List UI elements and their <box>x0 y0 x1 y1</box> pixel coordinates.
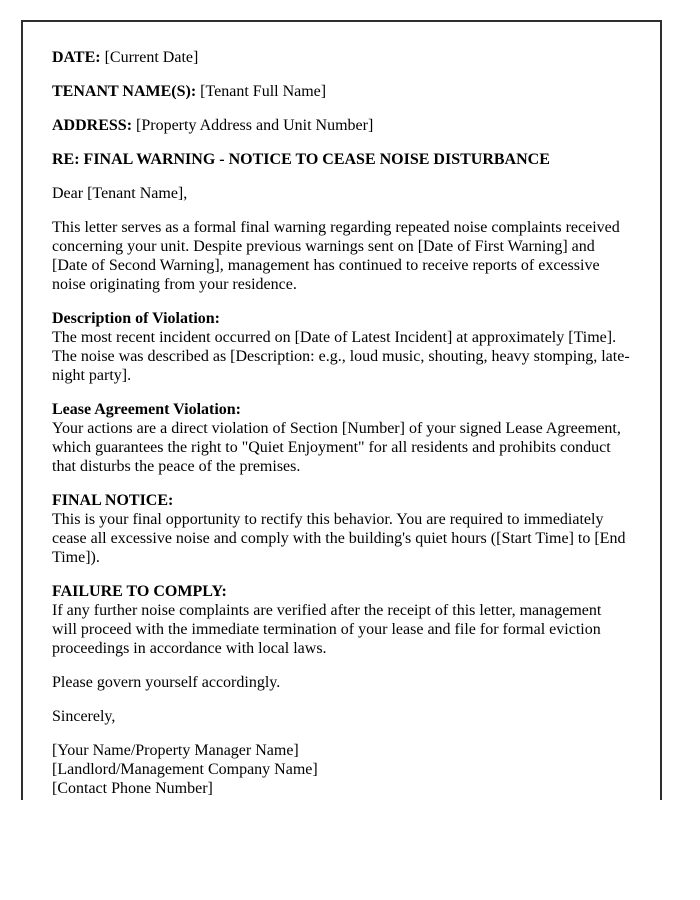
section-heading: FINAL NOTICE: <box>52 492 174 509</box>
date-value: [Current Date] <box>104 49 199 66</box>
section-body: The most recent incident occurred on [Date of Latest Incident] at approximately [Time]. The noise was described as [Description: e.g., loud music, shouting, heavy stomping, late-night party]. <box>52 329 630 384</box>
section-heading: Description of Violation: <box>52 310 220 327</box>
address-value: [Property Address and Unit Number] <box>136 117 374 134</box>
letter-page <box>21 20 662 800</box>
signature-name: [Your Name/Property Manager Name] <box>52 742 299 759</box>
address-line <box>52 116 630 135</box>
closing-line: Please govern yourself accordingly. <box>52 674 281 691</box>
tenant-name-value: [Tenant Full Name] <box>200 83 327 100</box>
section-heading: FAILURE TO COMPLY: <box>52 583 227 600</box>
intro-paragraph: This letter serves as a formal final warning regarding repeated noise complaints received concerning your unit. Despite previous warnings sent on [Date of First Warning] and [Date of Second Warning], management has continued to receive reports of excessive noise originating from your residence. <box>52 219 620 293</box>
section-heading: Lease Agreement Violation: <box>52 401 242 418</box>
section-final-notice <box>52 491 630 567</box>
section-failure-to-comply <box>52 582 630 658</box>
section-description-of-violation <box>52 309 630 385</box>
address-label: ADDRESS: <box>52 117 133 134</box>
signature-company: [Landlord/Management Company Name] <box>52 761 318 778</box>
subject-line: RE: FINAL WARNING - NOTICE TO CEASE NOISE DISTURBANCE <box>52 151 550 168</box>
date-label: DATE: <box>52 49 101 66</box>
signature-block <box>52 741 630 798</box>
tenant-name-label: TENANT NAME(S): <box>52 83 197 100</box>
section-lease-agreement-violation <box>52 400 630 476</box>
signoff: Sincerely, <box>52 708 116 725</box>
tenant-name-line <box>52 82 630 101</box>
section-body: If any further noise complaints are verified after the receipt of this letter, management will proceed with the immediate termination of your lease and file for formal eviction proceedings in accordance with local laws. <box>52 602 602 657</box>
salutation: Dear [Tenant Name], <box>52 185 188 202</box>
date-line <box>52 48 630 67</box>
section-body: Your actions are a direct violation of Section [Number] of your signed Lease Agreement, which guarantees the right to "Quiet Enjoyment" for all residents and prohibits conduct that disturbs the peace of the premises. <box>52 420 621 475</box>
signature-phone: [Contact Phone Number] <box>52 780 213 797</box>
section-body: This is your final opportunity to rectify this behavior. You are required to immediately cease all excessive noise and comply with the building's quiet hours ([Start Time] to [End Time]). <box>52 511 626 566</box>
